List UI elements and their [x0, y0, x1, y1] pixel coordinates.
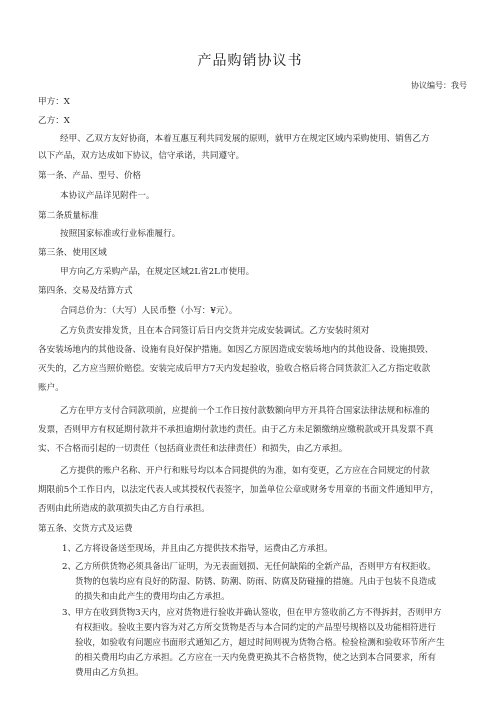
party-a: 甲方：X — [38, 97, 70, 107]
article-3-heading: 第三条、使用区域 — [38, 248, 107, 258]
article-5-item-3-line1: 甲方在收到货物3天内，应对货物进行验收并确认签收，但在甲方签收前乙方不得拆封，否则甲方 — [75, 608, 442, 618]
article-5-item-2-line2: 货物的包装均应有良好的防湿、防锈、防潮、防雨、防腐及防碰撞的措施。凡由于包装不良造成 — [75, 577, 436, 587]
article-5-item-2-number: 2、 — [62, 562, 77, 572]
article-4-para2-line1: 乙方在甲方支付合同款项前，应提前一个工作日按付款数额向甲方开具符合国家法律法规和标准的 — [60, 406, 430, 416]
article-5-heading: 第五条、交货方式及运费 — [38, 524, 133, 534]
article-5-item-2-line3: 的损失和由此产生的费用均由乙方承担。 — [75, 592, 230, 602]
article-1-body: 本协议产品详见附件一。 — [60, 191, 155, 201]
article-2-body: 按照国家标准或行业标准履行。 — [60, 229, 181, 239]
article-5-item-1-line1: 乙方将设备送至现场，并且由乙方提供技术指导，运费由乙方承担。 — [75, 544, 333, 554]
article-4-para2-line2: 发票，否则甲方有权延期付款并不承担逾期付款违约责任。由于乙方未足额缴纳应缴税款或开具发票不真 — [38, 425, 434, 435]
intro-line-2: 以下产品，双方达成如下协议，信守承诺，共同遵守。 — [38, 151, 245, 161]
document-number: 协议编号：我号 — [411, 81, 467, 90]
article-4-para3-line1: 乙方提供的账户名称、开户行和账号均以本合同提供的为准，如有变更，乙方应在合同规定的付款 — [60, 466, 430, 476]
intro-line-1: 经甲、乙双方友好协商，本着互惠互利共同发展的原则，就甲方在规定区域内采购使用、销售乙方 — [60, 134, 430, 144]
article-4-para1-line3: 灭失的，乙方应当照价赔偿。安装完成后甲方7天内发起验收，验收合格后将合同货款汇入乙方指定收款 — [38, 364, 431, 374]
article-4-para1-line1: 乙方负责安排发货，且在本合同签订后日内交货并完成安装调试。乙方安装时须对 — [60, 326, 370, 336]
article-5-item-3-line5: 费用由乙方负担。 — [75, 668, 144, 678]
article-4-para2-line3: 实、不合格而引起的一切责任（包括商业责任和法律责任）和损失，由乙方承担。 — [38, 444, 348, 454]
article-4-para1-line2: 各安装场地内的其他设备、设施有良好保护措施。如因乙方原因造成安装场地内的其他设备、设施损毁、 — [38, 345, 434, 355]
article-5-item-3-number: 3、 — [62, 608, 77, 618]
article-3-body: 甲方向乙方采购产品，在规定区域2L省2L市使用。 — [60, 267, 255, 277]
article-4-para3-line3: 否则由此所造成的款项损失由乙方自行承担。 — [38, 504, 210, 514]
article-5-item-1-number: 1、 — [62, 544, 77, 554]
article-5-item-2-line1: 乙方所供货物必须具备出厂证明，为无表面划损、无任何缺陷的全新产品，否则甲方有权拒收。 — [75, 562, 436, 572]
article-4-para3-line2: 期限前5个工作日内，以法定代表人或其授权代表签字，加盖单位公章或财务专用章的书面文件通知甲方， — [38, 485, 439, 495]
article-5-item-3-line2: 有权拒收。验收主要内容为对乙方所交货物是否与本合同约定的产品型号规格以及功能相符进行 — [75, 623, 436, 633]
document-title: 产品购销协议书 — [197, 53, 303, 69]
article-1-heading: 第一条、产品、型号、价格 — [38, 171, 142, 181]
article-2-heading: 第二条质量标准 — [38, 211, 99, 221]
article-4-amount: 合同总价为：（大写）人民币整（小写：¥元）。 — [60, 306, 238, 316]
article-5-item-3-line3: 验收，如验收有问题应书面形式通知乙方，超过时间则视为货物合格。检验检测和验收环节所产生 — [75, 638, 445, 648]
article-5-item-3-line4: 的相关费用均由乙方承担。乙方应在一天内免费更换其不合格货物，使之达到本合同要求，所有 — [75, 653, 436, 663]
article-4-heading: 第四条、交易及结算方式 — [38, 286, 133, 296]
party-b: 乙方：X — [38, 116, 70, 126]
article-4-para1-line4: 账户。 — [38, 383, 64, 393]
